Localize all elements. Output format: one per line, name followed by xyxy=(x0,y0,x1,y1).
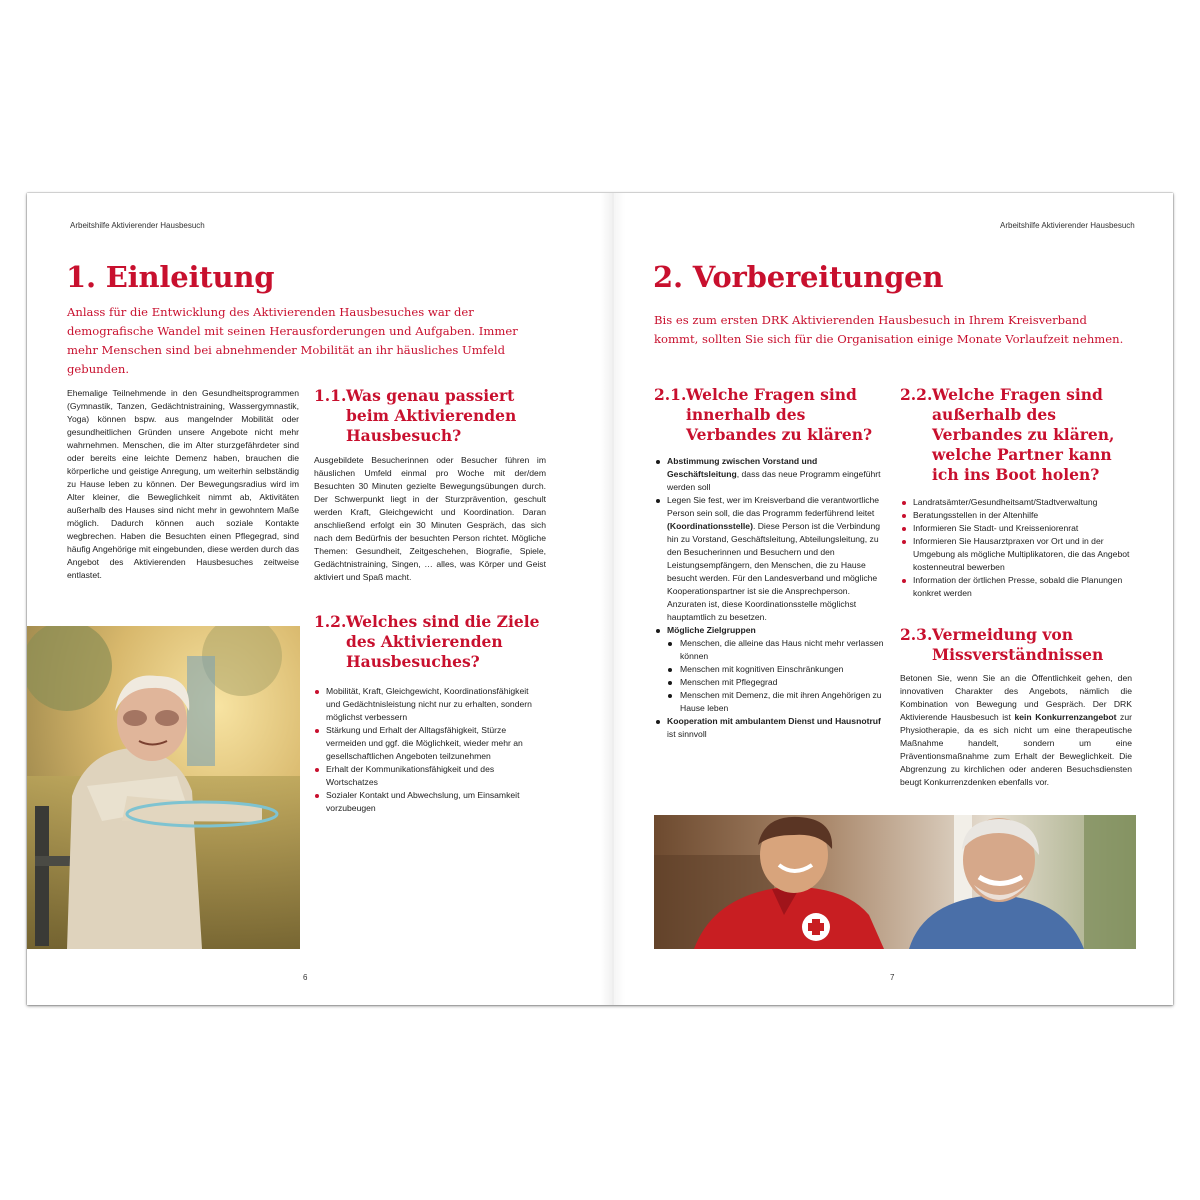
heading-2-3 xyxy=(900,625,1130,665)
list-item xyxy=(654,624,886,715)
chapter-title-einleitung: 1. Einleitung xyxy=(66,260,275,294)
heading-2-2-number: 2.2. xyxy=(900,385,933,404)
heading-2-1-number: 2.1. xyxy=(654,385,687,404)
paragraph-text: zur Physiotherapie, da es sich nicht um eine therapeutische Maßnahme handelt, sondern um eine Präventionsmaßnahme zum Erhalt der Beweglichkeit. Die Abgrenzung zu kirchlichen oder anderen Besuchsdiensten beugt Konkurrenzdenken ebenfalls vor. xyxy=(900,712,1132,787)
heading-1-1-title: Was genau passiert beim Aktivierenden Hausbesuch? xyxy=(346,386,517,445)
internal-questions-list xyxy=(654,455,886,741)
heading-1-1 xyxy=(314,386,554,446)
list-item: Sozialer Kontakt und Abwechslung, um Einsamkeit vorzubeugen xyxy=(313,789,545,815)
page-number-left: 6 xyxy=(303,973,308,982)
list-item: Stärkung und Erhalt der Alltagsfähigkeit, Stürze vermeiden und ggf. die Möglichkeit, wieder mehr an gesellschaftlichen Angeboten teilzunehmen xyxy=(313,724,545,763)
list-item: Erhalt der Kommunikationsfähigkeit und des Wortschatzes xyxy=(313,763,545,789)
list-item: Menschen, die alleine das Haus nicht mehr verlassen können xyxy=(654,637,886,663)
section-1-1-text: Ausgebildete Besucherinnen oder Besucher führen im häuslichen Umfeld einmal pro Woche mit der/dem Besuchten 30 Minuten gezielte Bewegungsübungen durch. Der Schwerpunkt liegt in der Sturzprävention, geschult werden Kraft, Gleichgewicht und Koordination. Daran anschließend erfolgt ein 30 Minuten Gespräch, das sich nach dem Bedürfnis der besuchten Person richtet. Mögliche Themen: Gesundheit, Zeitgeschehen, Biografie, Spiele, Gedächtnistraining, Singen, … alles, was Körper und Geist aktiviert und Spaß macht. xyxy=(314,455,546,582)
list-item xyxy=(654,494,886,624)
heading-2-3-number: 2.3. xyxy=(900,625,933,644)
heading-1-2-number: 1.2. xyxy=(314,612,347,631)
running-head-left: Arbeitshilfe Aktivierender Hausbesuch xyxy=(70,221,205,230)
page-fold xyxy=(601,193,625,1005)
list-item xyxy=(654,715,886,741)
section-2-3-text xyxy=(900,672,1132,789)
heading-2-1-title: Welche Fragen sind innerhalb des Verbandes zu klären? xyxy=(686,385,873,444)
list-item-text: Legen Sie fest, wer im Kreisverband die verantwortliche Person sein soll, die das Programm federführend leitet xyxy=(667,495,880,518)
list-item-text: , dass das neue Programm eingeführt werden soll xyxy=(667,469,881,492)
heading-1-2-title: Welches sind die Ziele des Aktivierenden Hausbesuches? xyxy=(346,612,540,671)
list-item: Information der örtlichen Presse, sobald die Planungen konkret werden xyxy=(900,574,1132,600)
list-item-text: ist sinnvoll xyxy=(667,729,707,739)
paragraph-text: Betonen Sie, wenn Sie an die Öffentlichkeit gehen, den innovativen Charakter des Angebots, nämlich die Kombination von Bewegung und Gespräch. Der DRK Aktivierende Hausbesuch ist xyxy=(900,673,1132,722)
list-item: Landratsämter/Gesundheitsamt/Stadtverwaltung xyxy=(900,496,1132,509)
senior-woman-exercising-image xyxy=(27,626,300,949)
page-number-right: 7 xyxy=(890,973,895,982)
heading-2-3-title: Vermeidung von Missverständnissen xyxy=(932,625,1104,664)
target-groups-list xyxy=(654,637,886,715)
running-head-right: Arbeitshilfe Aktivierender Hausbesuch xyxy=(1000,221,1135,230)
volunteer-and-senior-man-image xyxy=(654,815,1136,949)
list-item: Menschen mit Demenz, die mit ihren Angehörigen zu Hause leben xyxy=(654,689,886,715)
goals-list xyxy=(313,685,545,815)
list-item-bold: (Koordinationsstelle) xyxy=(667,521,753,531)
list-item-text: . Diese Person ist die Verbindung hin zu Vorstand, Geschäftsleitung, Abteilungsleitung, zu den Besucherinnen und Besuchern und den Leistungsempfängern, den Menschen, die zu Hause besucht werden. Für den Landesverband und mögliche Kooperationspartner ist sie die Ansprechperson. Anzuraten ist, diese Koordinationsstelle möglichst hauptamtlich zu besetzen. xyxy=(667,521,881,622)
chapter-title-vorbereitungen: 2. Vorbereitungen xyxy=(653,260,944,294)
list-item-bold: Kooperation mit ambulantem Dienst und Hausnotruf xyxy=(667,716,881,726)
lead-vorbereitungen: Bis es zum ersten DRK Aktivierenden Hausbesuch in Ihrem Kreisverband kommt, sollten Sie sich für die Organisation einige Monate Vorlaufzeit nehmen. xyxy=(654,313,1124,346)
list-item: Menschen mit kognitiven Einschränkungen xyxy=(654,663,886,676)
lead-einleitung: Anlass für die Entwicklung des Aktivierenden Hausbesuches war der demografische Wandel mit seinen Herausforderungen und Aufgaben. Immer mehr Menschen sind bei abnehmender Mobilität an ihr häusliches Umfeld gebunden. xyxy=(67,305,518,376)
list-item: Mobilität, Kraft, Gleichgewicht, Koordinationsfähigkeit und Gedächtnisleistung nicht nur zu erhalten, sondern möglichst verbessern xyxy=(313,685,545,724)
list-item: Informieren Sie Stadt- und Kreisseniorenrat xyxy=(900,522,1132,535)
list-item: Informieren Sie Hausarztpraxen vor Ort und in der Umgebung als mögliche Multiplikatoren, die das Angebot kostenneutral bewerben xyxy=(900,535,1132,574)
senior-woman-photo xyxy=(27,626,300,949)
volunteer-senior-photo xyxy=(654,815,1136,949)
list-item: Beratungsstellen in der Altenhilfe xyxy=(900,509,1132,522)
heading-2-2-title: Welche Fragen sind außerhalb des Verbandes zu klären, welche Partner kann ich ins Boot holen? xyxy=(932,385,1115,484)
paragraph-bold: kein Konkurrenzangebot xyxy=(1014,712,1117,722)
list-item: Menschen mit Pflegegrad xyxy=(654,676,886,689)
heading-1-1-number: 1.1. xyxy=(314,386,347,405)
intro-paragraph: Ehemalige Teilnehmende in den Gesundheitsprogrammen (Gymnastik, Tanzen, Gedächtnistraining, Wassergymnastik, Yoga) können bspw. aus mangelnder Mobilität oder gesundheitlichen Gründen unsere Angebote nicht mehr wahrnehmen. Menschen, die im Alter sturzgefährdeter sind oder bereits eine leichte Demenz haben, brauchen die körperliche und geistige Anregung, um weiterhin selbständig zu Hause leben zu können. Der Bewegungsradius wird im Alter kleiner, die Beweglichkeit nimmt ab, Aktivitäten außerhalb des Hauses sind nicht mehr in gewohntem Maße möglich. Dadurch können auch soziale Kontakte wegbrechen. Haben die Besuchten einen Pflegegrad, sind häufig Angehörige mit eingebunden, diese werden durch das Angebot des Aktivierenden Hausbesuches zeitweise entlastet. xyxy=(67,388,299,580)
heading-2-1 xyxy=(654,385,890,445)
list-item-bold: Mögliche Zielgruppen xyxy=(667,625,756,635)
heading-1-2 xyxy=(314,612,554,672)
external-partners-list xyxy=(900,496,1132,600)
list-item xyxy=(654,455,886,494)
list-item-bold: Abstimmung zwischen Vorstand und Geschäftsleitung xyxy=(667,456,818,479)
heading-2-2 xyxy=(900,385,1130,485)
